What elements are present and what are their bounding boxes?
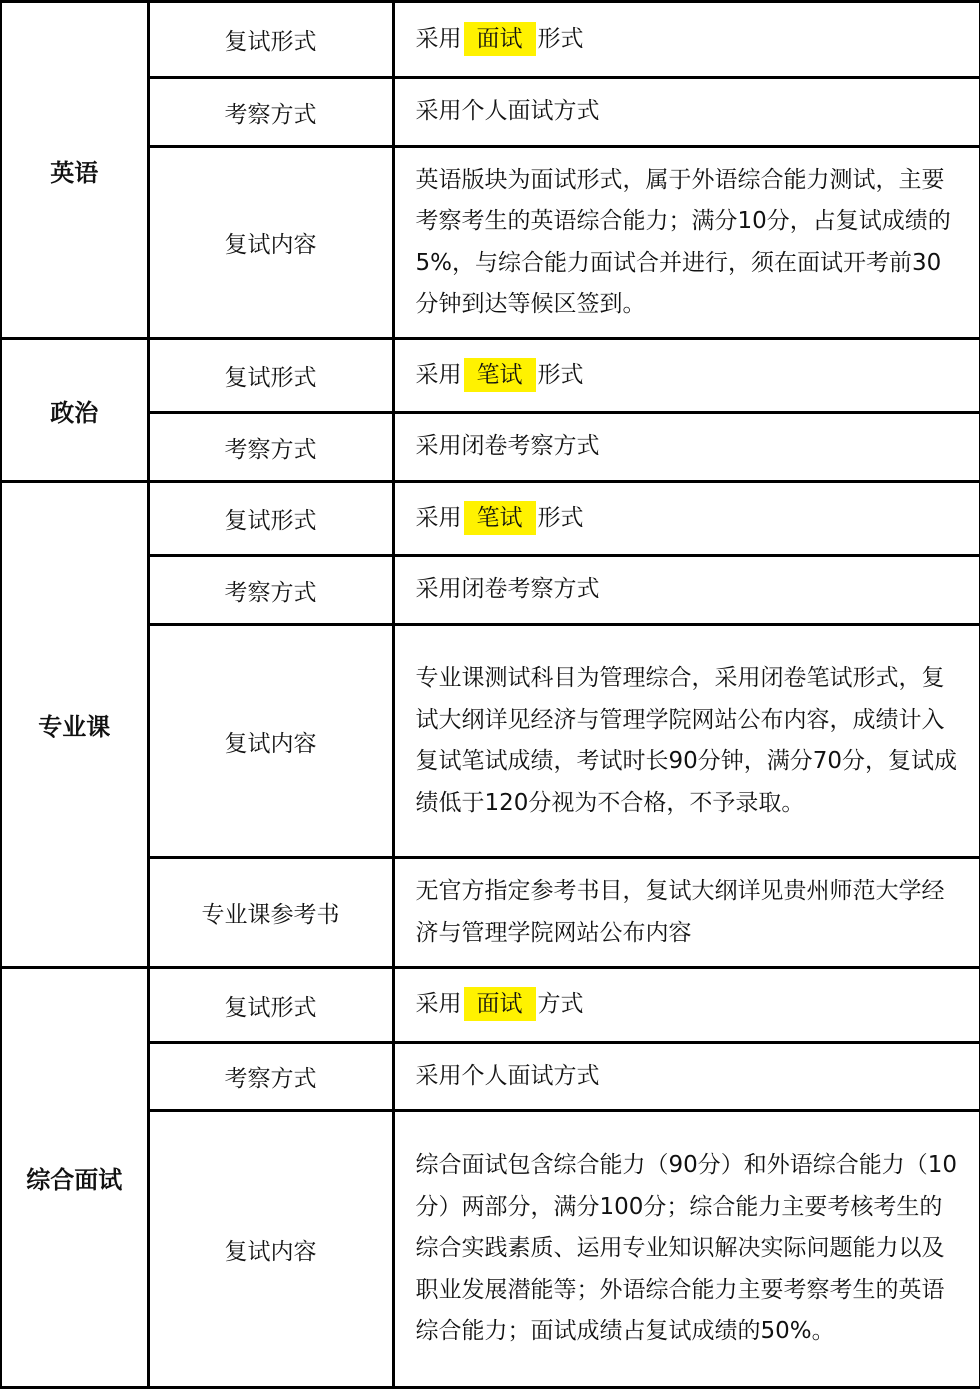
row-label: 考察方式 [148, 1043, 393, 1111]
content-prefix: 采用 [415, 991, 462, 1018]
content-suffix: 形式 [537, 504, 584, 531]
row-label: 复试形式 [148, 482, 393, 556]
content-suffix: 形式 [537, 361, 584, 388]
highlighted-keyword: 面试 [464, 987, 536, 1021]
row-content: 采用个人面试方式 [393, 1043, 980, 1111]
row-content: 无官方指定参考书目，复试大纲详见贵州师范大学经济与管理学院网站公布内容 [393, 858, 980, 968]
table-row [1, 625, 980, 858]
table-row [1, 556, 980, 625]
row-label: 考察方式 [148, 556, 393, 625]
row-content: 采用个人面试方式 [393, 78, 980, 147]
table-row [1, 147, 980, 339]
content-prefix: 采用 [415, 361, 462, 388]
row-content [393, 482, 980, 556]
subject-cell: 英语 [1, 2, 148, 339]
row-label: 考察方式 [148, 78, 393, 147]
table-row [1, 1043, 980, 1111]
row-label: 复试内容 [148, 625, 393, 858]
row-label: 考察方式 [148, 413, 393, 482]
table-row [1, 1111, 980, 1388]
row-content: 专业课测试科目为管理综合，采用闭卷笔试形式，复试大纲详见经济与管理学院网站公布内容，成绩计入复试笔试成绩，考试时长90分钟，满分70分，复试成绩低于120分视为不合格，不予录取。 [393, 625, 980, 858]
row-label: 复试内容 [148, 1111, 393, 1388]
row-content: 采用闭卷考察方式 [393, 413, 980, 482]
subject-cell: 政治 [1, 339, 148, 482]
highlighted-keyword: 笔试 [464, 501, 536, 535]
table-row [1, 2, 980, 78]
row-label: 复试形式 [148, 339, 393, 413]
table-row [1, 858, 980, 968]
content-prefix: 采用 [415, 25, 462, 52]
table-row [1, 78, 980, 147]
content-prefix: 采用 [415, 504, 462, 531]
highlighted-keyword: 面试 [464, 22, 536, 56]
row-label: 复试形式 [148, 2, 393, 78]
highlighted-keyword: 笔试 [464, 358, 536, 392]
subject-cell: 专业课 [1, 482, 148, 968]
row-content: 英语版块为面试形式，属于外语综合能力测试，主要考察考生的英语综合能力；满分10分，占复试成绩的5%，与综合能力面试合并进行，须在面试开考前30分钟到达等候区签到。 [393, 147, 980, 339]
row-label: 专业课参考书 [148, 858, 393, 968]
table-row [1, 482, 980, 556]
table-row [1, 968, 980, 1043]
row-label: 复试内容 [148, 147, 393, 339]
row-content [393, 339, 980, 413]
subject-cell: 综合面试 [1, 968, 148, 1388]
row-content [393, 968, 980, 1043]
table-row [1, 413, 980, 482]
row-label: 复试形式 [148, 968, 393, 1043]
row-content: 综合面试包含综合能力（90分）和外语综合能力（10分）两部分，满分100分；综合能力主要考核考生的综合实践素质、运用专业知识解决实际问题能力以及职业发展潜能等；外语综合能力主要考察考生的英语综合能力；面试成绩占复试成绩的50%。 [393, 1111, 980, 1388]
table-row [1, 339, 980, 413]
content-suffix: 形式 [537, 25, 584, 52]
content-suffix: 方式 [537, 991, 584, 1018]
row-content [393, 2, 980, 78]
row-content: 采用闭卷考察方式 [393, 556, 980, 625]
